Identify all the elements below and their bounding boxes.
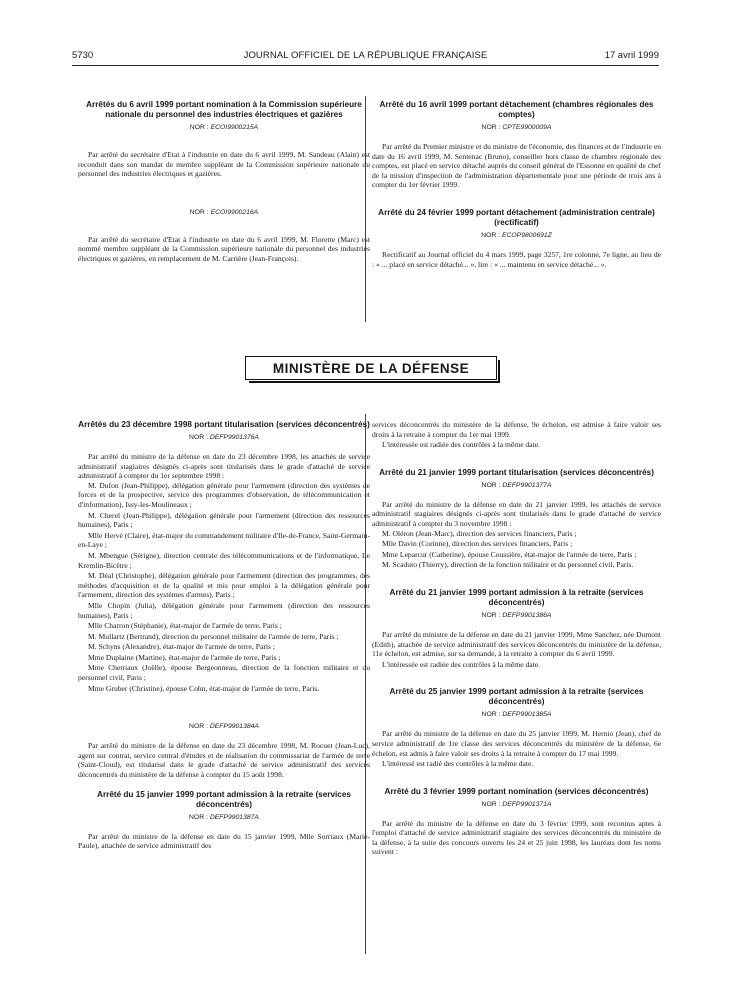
section-title: Arrêtés du 23 décembre 1998 portant titularisation (services déconcentrés) bbox=[78, 420, 370, 429]
decree-paragraph: L'intéressé est radié des contrôles à la même date. bbox=[382, 759, 534, 769]
nor-reference: NOR : ECOI9900215A bbox=[189, 124, 259, 131]
list-item: Mlle Charron (Stéphanie), état-major de l'armée de terre, Paris ; bbox=[88, 621, 282, 631]
header-rule bbox=[72, 65, 659, 66]
decree-paragraph: Par arrêté du ministre de la défense en date du 23 décembre 1998, les attachés de service administratif stagiaires désignés ci-après sont titularisés dans le grade d'attaché de service administratif à compter du 1er septembre 1998 : bbox=[78, 452, 370, 481]
list-item: M. Schyns (Alexandre), état-major de l'armée de terre, Paris ; bbox=[88, 642, 275, 652]
section-title: Arrêté du 25 janvier 1999 portant admission à la retraite (services déconcentrés) bbox=[389, 687, 644, 707]
list-item: M. Mullartz (Bertrand), direction du personnel militaire de l'armée de terre, Paris ; bbox=[88, 631, 339, 641]
titularisation-list bbox=[78, 481, 370, 693]
page-header bbox=[72, 50, 659, 64]
section-title: Arrêté du 21 janvier 1999 portant titularisation (services déconcentrés) bbox=[379, 467, 654, 477]
nor-reference: NOR : ECOI9900216A bbox=[189, 208, 259, 216]
list-item: M. Scaduto (Thierry), direction de la fonction militaire et du personnel civil, Paris. bbox=[382, 560, 634, 570]
decree-paragraph: L'intéressée est radiée des contrôles à la même date. bbox=[382, 440, 541, 450]
section-titularisation-dec-1998 bbox=[78, 420, 370, 851]
decree-paragraph: L'intéressée est radiée des contrôles à la même date. bbox=[382, 659, 541, 669]
section-title: Arrêtés du 6 avril 1999 portant nomination à la Commission supérieure nationale du personnel des industries électriques et gazières bbox=[86, 100, 362, 119]
nor-reference: NOR : ECOP9800691Z bbox=[481, 231, 552, 239]
continuation-paragraph: services déconcentrés du ministère de la défense, 9e échelon, est admise à faire valoir ses droits à la retraite à compter du 1er mai 1999. bbox=[372, 420, 661, 439]
nor-reference: NOR : DEFP9901371A bbox=[481, 800, 552, 808]
nor-reference: NOR : CPTE9900009A bbox=[481, 124, 552, 131]
section-title: Arrêté du 21 janvier 1999 portant admission à la retraite (services déconcentrés) bbox=[389, 587, 644, 607]
list-item: Mlle Davin (Corinne), direction des services financiers, Paris ; bbox=[382, 539, 573, 549]
list-item: M. Oléron (Jean-Marc), direction des services financiers, Paris ; bbox=[382, 528, 577, 538]
section-commission-nomination bbox=[78, 100, 370, 264]
section-title: Arrêté du 15 janvier 1999 portant admission à la retraite (services déconcentrés) bbox=[97, 789, 351, 809]
nor-reference: NOR : DEFP9901376A bbox=[189, 434, 259, 441]
nor-reference: NOR : DEFP9901385A bbox=[481, 711, 552, 719]
list-item: Mme Duplaine (Martine), état-major de l'armée de terre, Paris ; bbox=[88, 652, 281, 662]
nor-reference: NOR : DEFP9901377A bbox=[481, 481, 552, 489]
section-title: Arrêté du 3 février 1999 portant nomination (services déconcentrés) bbox=[384, 786, 649, 796]
list-item: M. Cherel (Jean-Philippe), délégation générale pour l'armement (direction des ressources humaines), Paris ; bbox=[78, 510, 370, 530]
issue-date: 17 avril 1999 bbox=[604, 50, 659, 61]
page-number: 5730 bbox=[72, 50, 94, 61]
list-item: M. Déal (Christophe), délégation générale pour l'armement (direction des programmes, des méthodes d'acquisition et de la qualité et mis pour emploi à la délégation générale pour l'armement, direction des systèmes d'armes), Paris ; bbox=[78, 571, 370, 600]
section-title: Arrêté du 16 avril 1999 portant détachement (chambres régionales des comptes) bbox=[379, 100, 654, 119]
ministry-label: MINISTÈRE DE LA DÉFENSE bbox=[272, 360, 470, 376]
decree-paragraph: Par arrêté du Premier ministre et du ministre de l'économie, des finances et de l'industrie en date du 16 avril 1999, M. Sentenac (Bruno), conseiller hors classe de chambre régionale des comptes, est placé en service détaché auprès du conseil général de l'Essonne en qualité de chef de la mission d'inspection de l'administration départementale pour une période de trois ans à compter du 1er février 1999. bbox=[372, 142, 661, 190]
list-item: Mlle Chopin (Julia), délégation générale pour l'armement (direction des ressources humaines), Paris ; bbox=[78, 600, 370, 620]
titularisation-list bbox=[372, 529, 661, 570]
decree-paragraph: Par arrêté du ministre de la défense en date du 21 janvier 1999, Mme Sanchez, née Dumont (Edith), attachée de service administratif des services déconcentrés du ministère de la défense, 11e échelon, est admise, sur sa demande, à la retraite à compter du 6 avril 1999. bbox=[372, 629, 661, 659]
list-item: Mme Chetriaux (Joëlle), épouse Bergeonneau, direction de la fonction militaire et du personnel civil, Paris ; bbox=[78, 663, 370, 683]
section-title: Arrêté du 24 février 1999 portant détachement (administration centrale) (rectificatif) bbox=[378, 207, 655, 227]
nor-reference: NOR : DEFP9901387A bbox=[189, 813, 259, 821]
decree-paragraph: Par arrêté du secrétaire d'Etat à l'industrie en date du 6 avril 1999, M. Florette (Marc) est nommé membre suppléant de la Commission supérieure nationale du personnel des industries électriques et gazières, en remplacement de M. Carrière (Jean-François). bbox=[78, 234, 370, 263]
list-item: Mlle Hervé (Claire), état-major du commandement militaire d'Ile-de-France, Saint-Germain-en-Laye ; bbox=[78, 530, 370, 550]
nor-reference: NOR : DEFP9901384A bbox=[189, 723, 259, 731]
decree-paragraph: Par arrêté du secrétaire d'Etat à l'industrie en date du 6 avril 1999, M. Sandeau (Alain) est reconduit dans son mandat de membre suppléant de la Commission supérieure nationale du personnel des industries électriques et gazières. bbox=[78, 150, 370, 179]
journal-title: JOURNAL OFFICIEL DE LA RÉPUBLIQUE FRANÇAISE bbox=[243, 50, 488, 61]
decree-paragraph: Par arrêté du ministre de la défense en date du 21 janvier 1999, les attachés de service administratif stagiaires désignés ci-après sont titularisés dans le grade d'attaché de service administratif à compter du 3 novembre 1998 : bbox=[372, 499, 661, 528]
list-item: M. Mbengue (Sérigne), direction centrale des télécommunications et de l'informatique, Le Kremlin-Bicêtre ; bbox=[78, 550, 370, 570]
decree-paragraph: Par arrêté du ministre de la défense en date du 15 janvier 1999, Mlle Sorriaux (Marie-Paule), attachée de service administratif des bbox=[78, 831, 370, 851]
section-defense-decrees bbox=[372, 420, 661, 857]
nor-reference: NOR : DEFP9901386A bbox=[481, 611, 552, 619]
section-detachement bbox=[372, 100, 661, 269]
ministry-heading bbox=[245, 356, 497, 380]
decree-paragraph: Par arrêté du ministre de la défense en date du 3 février 1999, sont reconnus aptes à l'emploi d'attaché de service administratif stagiaire des services déconcentrés du ministère de la défense, à la suite des concours ouverts les 24 et 25 juin 1998, les lauréats dont les noms suivent : bbox=[372, 818, 661, 857]
list-item: Mme Gruber (Christine), épouse Cohn, état-major de l'armée de terre, Paris. bbox=[88, 683, 320, 693]
list-item: Mme Leparcur (Catherine), épouse Coussière, état-major de l'armée de terre, Paris ; bbox=[382, 549, 637, 559]
decree-paragraph: Rectificatif au Journal officiel du 4 mars 1999, page 3257, 1re colonne, 7e ligne, au lieu de : « ... placé en service détaché... », lire : « ... maintenu en service détaché... ». bbox=[372, 249, 661, 269]
list-item: M. Dufon (Jean-Philippe), délégation générale pour l'armement (direction des systèmes de forces et de la prospective, service des programmes d'observation, de télécommunication et d'information), Issy-les-Moulineaux ; bbox=[78, 480, 370, 509]
decree-paragraph: Par arrêté du ministre de la défense en date du 25 janvier 1999, M. Hernio (Jean), chef de service administratif de 1re classe des services déconcentrés du ministère de la défense, 6e échelon, est admis à faire valoir ses droits à la retraite à compter du 17 mai 1999. bbox=[372, 729, 661, 758]
decree-paragraph: Par arrêté du ministre de la défense en date du 23 décembre 1998, M. Rocuet (Jean-Luc), agent sur contrat, service central d'études et de réalisation du commissariat de l'armée de terre (Saint-Cloud), est titularisé dans le grade d'attaché de service administratif des services déconcentrés du ministère de la défense à compter du 15 août 1998. bbox=[78, 741, 370, 780]
